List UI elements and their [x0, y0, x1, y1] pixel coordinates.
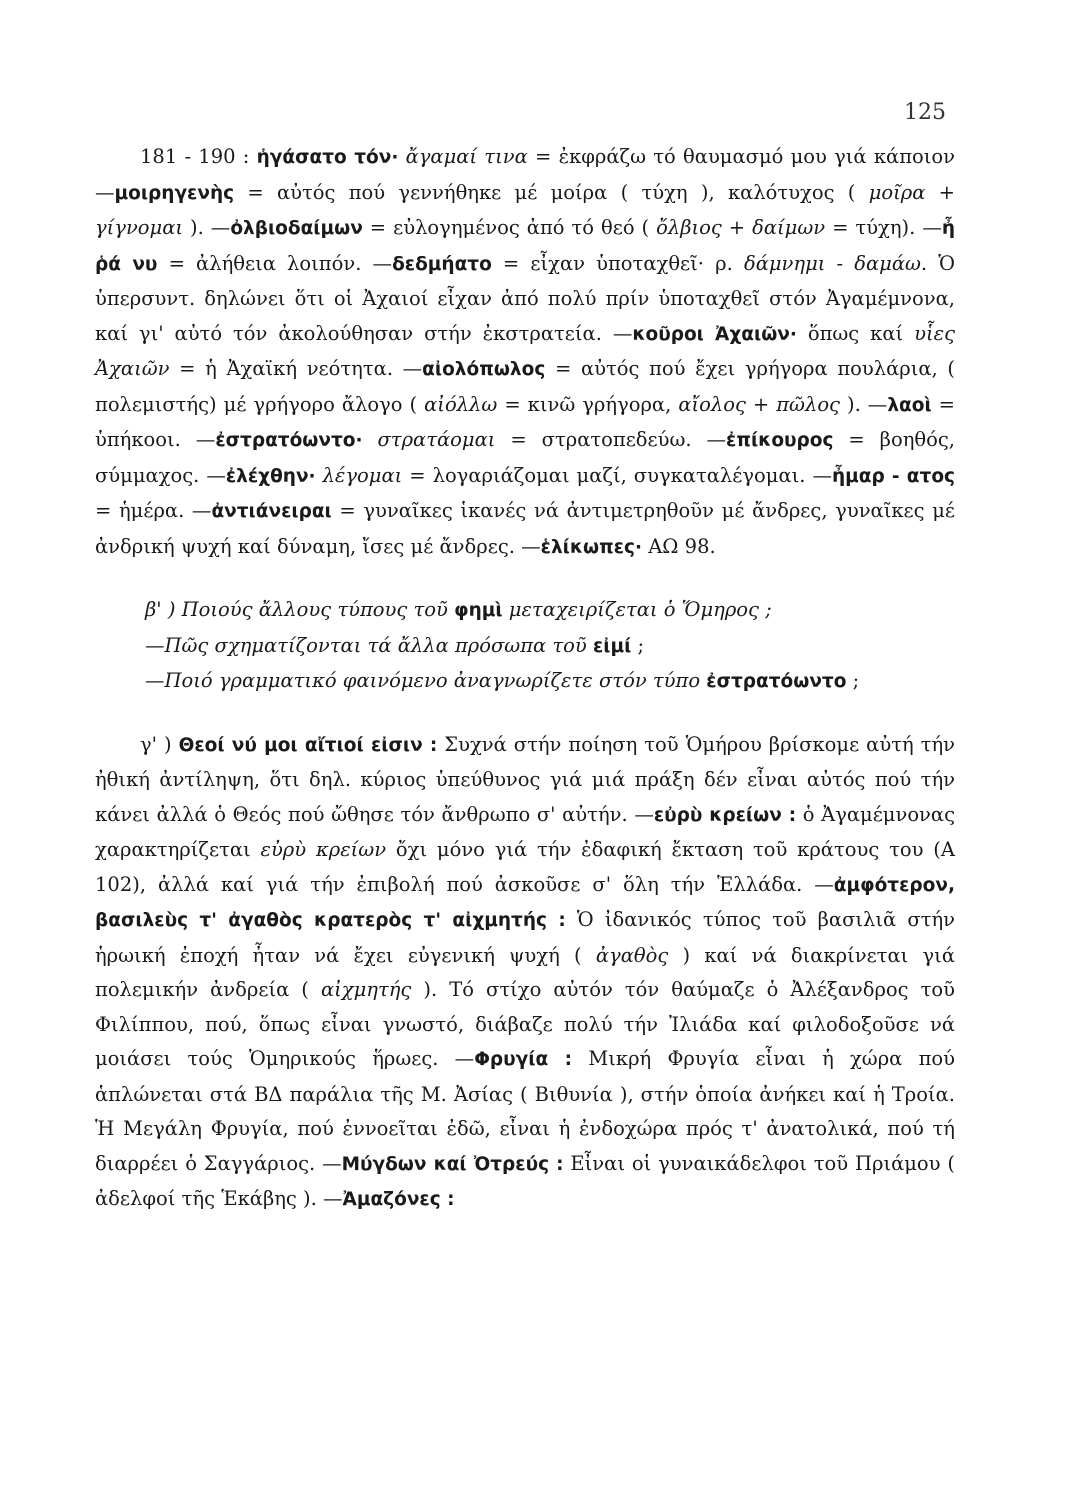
lemma: ἀντιάνειραι	[211, 501, 332, 522]
gloss-italic: εὐρὺ κρείων	[260, 838, 387, 861]
lemma: Μύγδων καί Ὀτρεύς :	[341, 1153, 564, 1175]
commentary-text: = ἡμέρα. —	[95, 499, 212, 522]
gloss-italic: στρατάομαι	[377, 428, 496, 451]
question-text: ;	[631, 633, 645, 657]
commentary-text: . Ὁ ὑπερσυντ. δηλώνει ὅτι οἱ Ἀχαιοί εἶχαν ἀπό πολύ πρίν ὑποταχθεῖ στόν Ἀγαμέμνονα, καί γι' αὐτό τόν ἀκολούθησαν στήν ἐκστρατεία. —	[95, 251, 956, 345]
lemma: λαοὶ	[887, 394, 932, 416]
commentary-text: Ὁ ἰδανικός τύπος τοῦ βασιλιᾶ στήν ἡρωική ἐποχή ἦταν νά ἔχει εὐγενική ψυχή (	[95, 908, 955, 967]
lemma: ἑλίκωπες·	[540, 536, 643, 558]
lemma: μοιρηγενὴς	[114, 182, 235, 204]
commentary-text: ). —	[183, 216, 231, 239]
question-beta-2	[95, 629, 955, 665]
commentary-text: = αὐτός πού ἔχει γρήγορα πουλάρια, ( πολεμιστής) μέ γρήγορο ἄλογο (	[95, 357, 955, 416]
commentary-text: = λογαριάζομαι μαζί, συγκαταλέγομαι. —	[402, 463, 832, 487]
gloss-italic: ὄλβιος + δαίμων	[656, 216, 826, 239]
commentary-text: ὅπως καί	[796, 321, 915, 345]
verse-reference: 181 - 190 :	[140, 145, 257, 168]
commentary-text: = βοηθός, σύμμαχος. —	[95, 428, 955, 487]
gloss-italic: αἰχμητής	[320, 978, 412, 1001]
gloss-italic: αἰόλλω	[424, 392, 498, 416]
commentary-text: Μικρή Φρυγία εἶναι ἡ χώρα πού ἁπλώνεται στά ΒΔ παράλια τῆς Μ. Ἀσίας ( Βιθυνία ), στήν ὁποία ἀνήκει καί ἡ Τροία. Ἡ Μεγάλη Φρυγία, πού ἐννοεῖται ἐδῶ, εἶναι ἡ ἐνδοχώρα πρός τ' ἀνατολικά, πού τή διαρρέει ὁ Σαγγάριος. —	[95, 1047, 955, 1175]
question-text: —Ποιό γραμματικό φαινόμενο ἀναγνωρίζετε στόν τύπο	[145, 669, 707, 692]
question-text: μεταχειρίζεται ὁ Ὅμηρος ;	[502, 598, 772, 621]
gloss-italic: υἷες Ἀχαιῶν	[95, 321, 955, 380]
commentary-text: = κινῶ γρήγορα,	[497, 392, 679, 416]
page-body	[95, 140, 955, 1218]
commentary-text: Συχνά στήν ποίηση τοῦ Ὁμήρου βρίσκομε αὐτή τήν ἠθική ἀντίληψη, ὅτι δηλ. κύριος ὑπεύθυνος γιά μιά πράξη δέν εἶναι αὐτός πού τήν κάνει ἀλλά ὁ Θεός πού ὤθησε τόν ἄνθρωπο σ' αὐτήν. —	[95, 732, 955, 826]
lemma: αἰολόπωλος	[422, 359, 546, 380]
gloss-italic: μοῖρα + γίγνομαι	[95, 180, 955, 239]
commentary-text: = εἶχαν ὑποταχθεῖ· ρ.	[491, 251, 744, 275]
gloss-italic: λέγομαι	[322, 463, 403, 487]
lemma: ὀλβιοδαίμων	[230, 218, 363, 239]
commentary-text: = αὐτός πού γεννήθηκε μέ μοίρα ( τύχη ), καλότυχος (	[234, 180, 869, 204]
commentary-text: ὄχι μόνο γιά τήν ἐδαφική ἔκταση τοῦ κράτους του (Α 102), ἀλλά καί γιά τήν ἐπιβολή πού ἀσκοῦσε σ' ὅλη τήν Ἑλλάδα. —	[95, 838, 955, 896]
lemma: κοῦροι Ἀχαιῶν·	[632, 323, 797, 345]
commentary-text: = τύχη). —	[825, 216, 942, 239]
commentary-text: = ἀλήθεια λοιπόν. —	[157, 251, 393, 275]
lemma: ἦμαρ - ατος	[831, 465, 955, 487]
lemma: Θεοί νύ μοι αἴτιοί εἰσιν :	[178, 734, 438, 756]
lemma: Ἀμαζόνες :	[342, 1189, 455, 1210]
gloss-italic: δάμνημι - δαμάω	[743, 251, 921, 275]
lemma: ἀμφότερον, βασιλεὺς τ' ἀγαθὸς κρατερὸς τ' αἰχμητής :	[95, 874, 955, 931]
commentary-text: = εὐλογημένος ἀπό τό θεό (	[362, 216, 657, 239]
commentary-paragraph-gamma	[95, 728, 955, 1218]
gloss-italic: αἴολος + πῶλος	[678, 392, 840, 416]
commentary-text	[316, 464, 323, 487]
gloss-italic: ἄγαμαί τινα	[398, 145, 528, 168]
commentary-text: = ἐκφράζω τό θαυμασμό μου γιά κάποιον —	[95, 145, 955, 204]
question-beta-3	[95, 664, 955, 700]
question-text: ;	[846, 669, 860, 692]
commentary-text: = ἡ Ἀχαϊκή νεότητα. —	[169, 357, 423, 380]
question-beta	[95, 593, 955, 629]
commentary-text: ὁ Ἀγαμέμνονας χαρακτηρίζεται	[95, 802, 956, 861]
lemma: ἐστρατόωντο·	[215, 430, 363, 451]
lemma: ἐλέχθην·	[225, 465, 316, 487]
lemma: ἐπίκουρος	[726, 430, 834, 451]
commentary-text: ). Τό στίχο αὐτόν τόν θαύμαζε ὁ Ἀλέξανδρος τοῦ Φιλίππου, πού, ὅπως εἶναι γνωστό, διάβαζε πολύ τήν Ἰλιάδα καί φιλοδοξοῦσε νά μοιάσει τούς Ὁμηρικούς ἥρωες. —	[95, 978, 956, 1070]
lemma: Φρυγία :	[474, 1049, 573, 1070]
question-keyword: εἰμί	[592, 635, 632, 657]
commentary-text: ) καί νά διακρίνεται γιά πολεμικήν ἀνδρεία (	[95, 943, 955, 1001]
commentary-text: = γυναῖκες ἱκανές νά ἀντιμετρηθοῦν μέ ἄνδρες, γυναῖκες μέ ἀνδρική ψυχή καί δύναμη, ἴσες μέ ἄνδρες. —	[95, 499, 955, 558]
commentary-text: ΑΩ 98.	[642, 534, 716, 558]
gloss-italic: ἀγαθὸς	[595, 943, 669, 967]
page-number: 125	[904, 100, 946, 125]
question-text: —Πῶς σχηματίζονται τά ἄλλα πρόσωπα τοῦ	[145, 633, 593, 657]
commentary-text: Εἶναι οἱ γυναικάδελφοι τοῦ Πριάμου ( ἀδελφοί τῆς Ἑκάβης ). —	[95, 1151, 955, 1210]
lemma: ἠγάσατο τόν·	[256, 147, 399, 168]
commentary-text	[363, 428, 378, 451]
lemma: ἦ ῥά νυ	[95, 218, 956, 275]
commentary-text: = ὑπήκοοι. —	[95, 392, 956, 451]
question-keyword: φημὶ	[454, 600, 503, 621]
question-keyword: ἐστρατόωντο	[706, 671, 847, 692]
lemma: εὐρὺ κρείων :	[653, 804, 797, 826]
section-marker: γ' )	[140, 732, 179, 756]
commentary-paragraph-verses-181-190	[95, 140, 955, 565]
commentary-text: ). —	[839, 392, 888, 416]
lemma: δεδμήατο	[392, 253, 492, 275]
commentary-text: = στρατοπεδεύω. —	[495, 428, 727, 451]
question-text: β' ) Ποιούς ἄλλους τύπους τοῦ	[145, 598, 455, 621]
